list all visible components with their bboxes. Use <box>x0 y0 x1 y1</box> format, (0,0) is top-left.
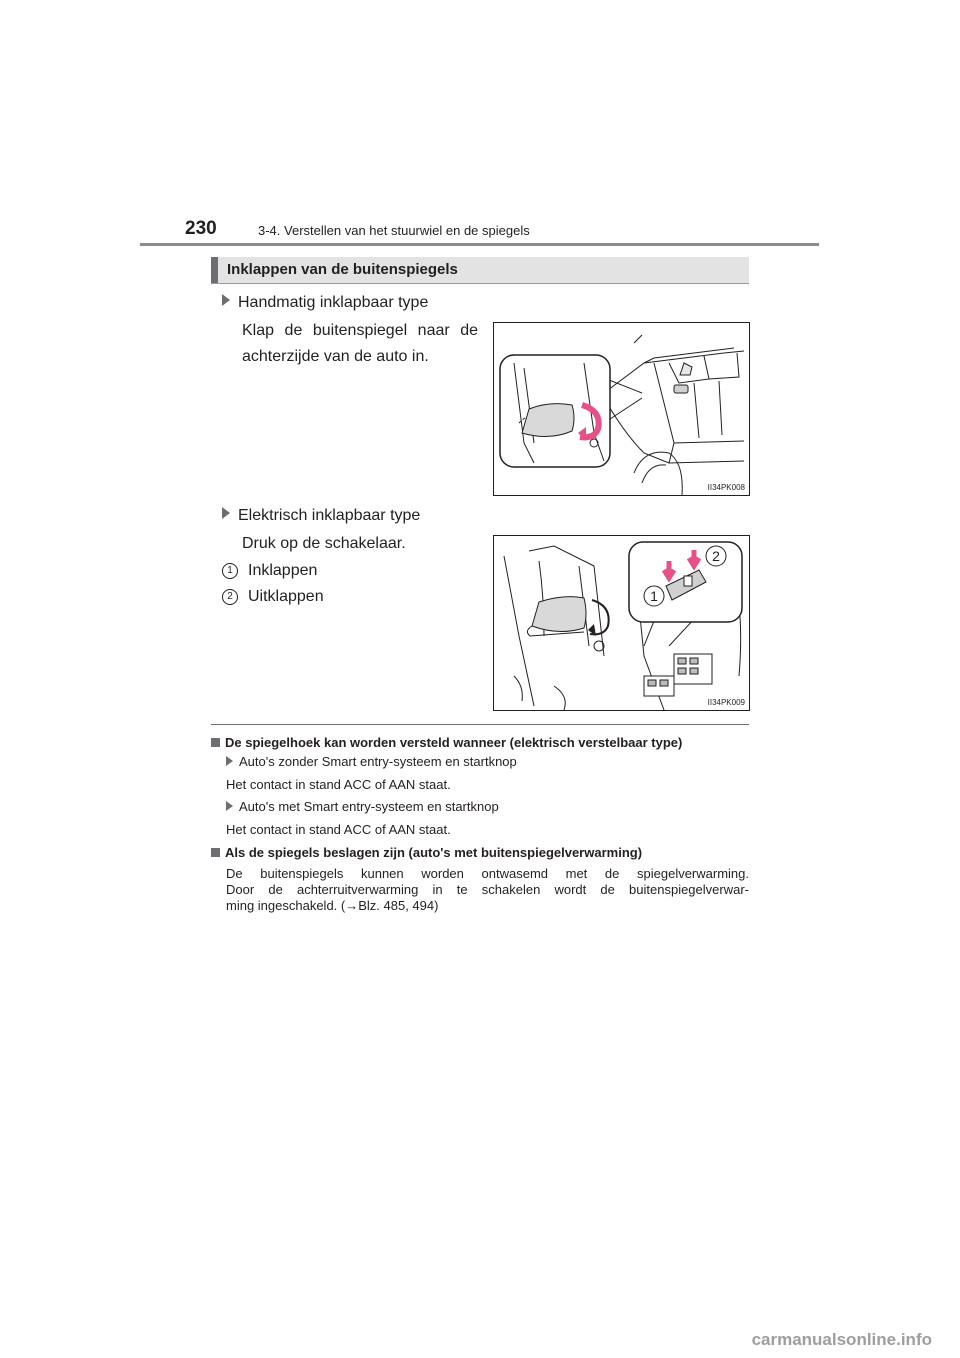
note-heading-text: Als de spiegels beslagen zijn (auto's met buitenspiegelverwarming) <box>225 845 643 860</box>
list-item-label: Inklappen <box>248 562 318 579</box>
callout-1-label: 1 <box>650 588 658 604</box>
section-title-bar <box>211 257 749 284</box>
note-case-text: Auto's zonder Smart entry-systeem en startknop <box>239 754 517 769</box>
callout-2-label: 2 <box>712 548 720 564</box>
note-fog-line: De buitenspiegels kunnen worden ontwasemd met de spiegelverwarming. <box>226 866 749 881</box>
note-heading-fog <box>211 845 642 860</box>
figure-code: II34PK009 <box>707 698 745 707</box>
arrow-bullet-icon <box>226 801 233 811</box>
electric-type-instruction: Druk op de schakelaar. <box>242 535 406 552</box>
chapter-title: 3-4. Verstellen van het stuurwiel en de spiegels <box>258 223 530 238</box>
figure-code: II34PK008 <box>707 483 745 492</box>
list-item-label: Uitklappen <box>248 588 324 605</box>
note-case-detail: Het contact in stand ACC of AAN staat. <box>226 822 451 837</box>
manual-type-instruction: Klap de buitenspiegel naar de achterzijde van de auto in. <box>242 322 478 365</box>
list-item <box>222 584 324 610</box>
number-badge: 1 <box>222 563 238 579</box>
electric-type-heading-text: Elektrisch inklapbaar type <box>238 507 421 524</box>
arrow-bullet-icon <box>222 294 230 306</box>
arrow-bullet-icon <box>226 756 233 766</box>
note-case-label <box>226 754 517 770</box>
note-fog-line: ming ingeschakeld. (→Blz. 485, 494) <box>226 898 439 913</box>
figure-manual-fold <box>493 322 750 496</box>
manual-type-heading-text: Handmatig inklapbaar type <box>238 294 429 311</box>
number-badge: 2 <box>222 589 238 605</box>
section-title: Inklappen van de buitenspiegels <box>227 261 458 278</box>
figure-electric-fold <box>493 535 750 711</box>
note-case-text: Auto's met Smart entry-systeem en startknop <box>239 799 499 814</box>
section-divider <box>211 724 749 725</box>
list-item <box>222 558 317 584</box>
arrow-bullet-icon <box>222 507 230 519</box>
manual-type-heading <box>222 290 428 316</box>
note-heading-text: De spiegelhoek kan worden versteld wanneer (elektrisch verstelbaar type) <box>225 735 683 750</box>
section-tab-marker <box>211 257 218 283</box>
note-case-detail: Het contact in stand ACC of AAN staat. <box>226 777 451 792</box>
square-bullet-icon <box>211 738 220 747</box>
watermark: carmanualsonline.info <box>751 1330 932 1349</box>
page-number: 230 <box>185 218 217 239</box>
note-heading-angle <box>211 735 682 750</box>
truck-mirror-illustration <box>494 323 749 495</box>
square-bullet-icon <box>211 848 220 857</box>
electric-type-heading <box>222 503 420 529</box>
mirror-switch-illustration <box>494 536 749 710</box>
note-fog-line: Door de achterruitverwarming in te schakelen wordt de buitenspiegelverwar- <box>226 882 749 897</box>
note-case-label <box>226 799 499 815</box>
header-rule <box>140 243 819 246</box>
